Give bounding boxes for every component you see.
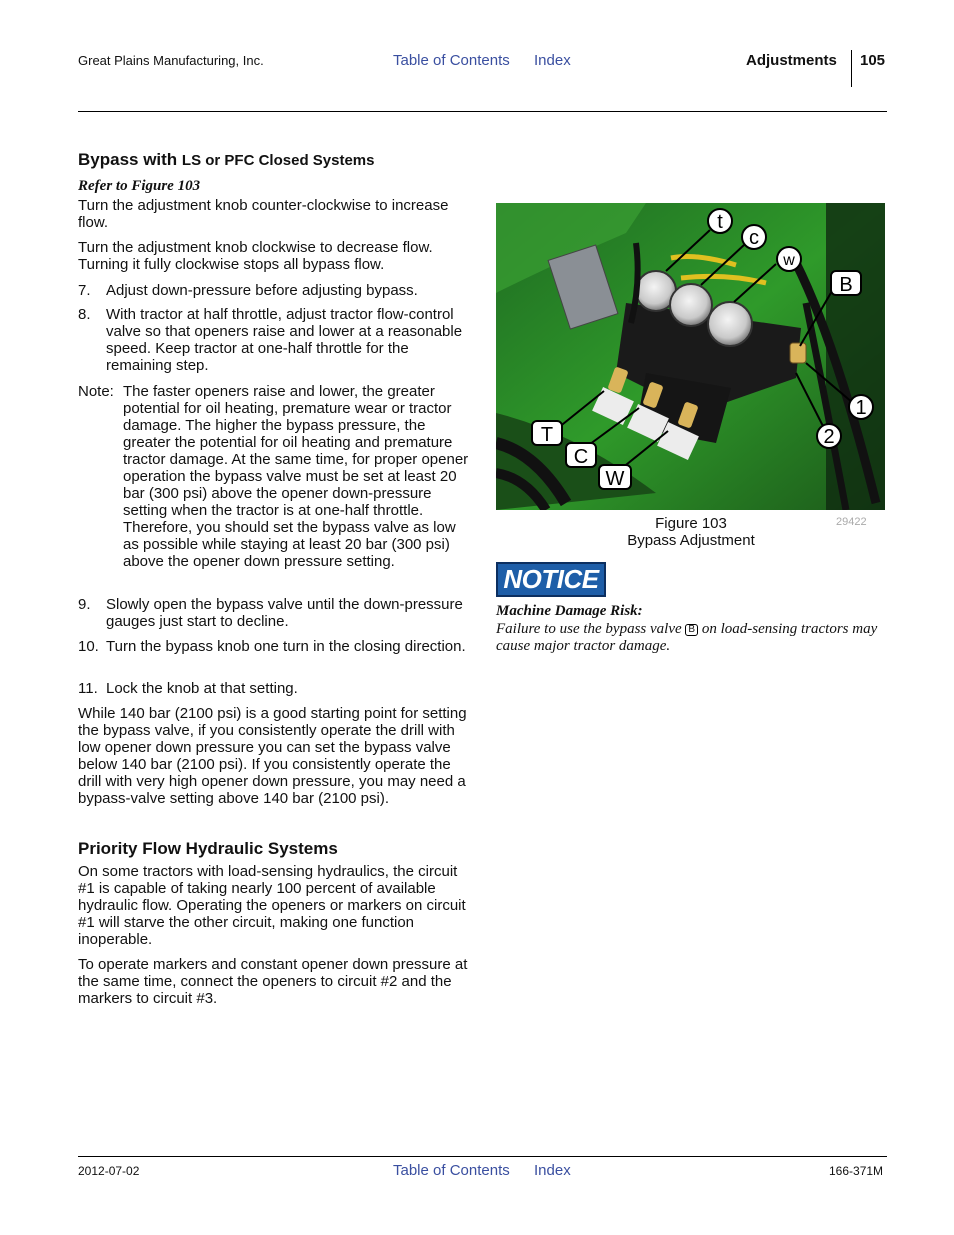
- callout-w: [777, 247, 801, 271]
- bypass-heading: Bypass with LS or PFC Closed Systems: [78, 150, 375, 169]
- step-note: Note: The faster openers raise and lower, the greater potential for oil heating, premature wear or tractor damage. The higher the bypass pressure, the greater the potential for oil heating and premature tractor damage. At the same time, for proper opener operation the bypass valve must be set at least 20 bar (300 psi) above the opener down-pressure setting when the tractor is at one-half throttle. Therefore, you should set the bypass valve as low as possible while staying at least 20 bar (300 psi) above the opener down pressure setting.: [78, 383, 469, 570]
- paragraph-decrease-flow: Turn the adjustment knob clockwise to decrease flow. Turning it fully clockwise stops all bypass flow.: [78, 239, 433, 273]
- svg-text:W: W: [605, 468, 625, 490]
- photo-id: 29422: [836, 516, 867, 528]
- callout-2: [817, 424, 841, 448]
- toc-link-top[interactable]: Table of Contents: [393, 52, 510, 69]
- document-number: 166-371M: [829, 1164, 884, 1178]
- figure-title: Bypass Adjustment: [627, 532, 755, 549]
- header-separator: [851, 50, 852, 87]
- notice-badge: NOTICE: [496, 562, 606, 597]
- svg-text:1: 1: [855, 397, 867, 419]
- paragraph-circuits: To operate markers and constant opener down pressure at the same time, connect the openers to circuit #2 and the markers to circuit #3.: [78, 956, 468, 1007]
- callout-T: [532, 421, 562, 446]
- step-11: 11. Lock the knob at that setting.: [78, 680, 298, 697]
- step-8: 8. With tractor at half throttle, adjust tractor flow-control valve so that openers raise and lower at a reasonable speed. Keep tractor at one-half throttle for the remaining step.: [78, 306, 463, 374]
- header-rule: [78, 111, 887, 112]
- svg-text:T: T: [540, 424, 554, 446]
- section-title: Adjustments: [746, 52, 837, 69]
- svg-text:w: w: [783, 252, 795, 269]
- step-10: 10. Turn the bypass knob one turn in the closing direction.: [78, 638, 466, 655]
- index-link-top[interactable]: Index: [534, 52, 571, 69]
- svg-text:C: C: [573, 446, 589, 468]
- company-name: Great Plains Manufacturing, Inc.: [78, 53, 264, 68]
- step-7: 7. Adjust down-pressure before adjusting bypass.: [78, 282, 418, 299]
- paragraph-increase-flow: Turn the adjustment knob counter-clockwise to increase flow.: [78, 197, 449, 231]
- svg-text:t: t: [717, 211, 723, 233]
- callout-W: [599, 465, 631, 490]
- toc-link-bottom[interactable]: Table of Contents: [393, 1162, 510, 1179]
- index-link-bottom[interactable]: Index: [534, 1162, 571, 1179]
- callout-B: [831, 271, 861, 296]
- priority-heading: Priority Flow Hydraulic Systems: [78, 839, 338, 858]
- paragraph-bypass-setting: While 140 bar (2100 psi) is a good starting point for setting the bypass valve, if you consistently operate the drill with low opener down pressure you can set the bypass valve below 140 bar (2100 psi). If you consistently operate the drill with very high opener down pressure, you may need a bypass-valve setting above 140 bar (2100 psi).: [78, 705, 467, 807]
- callout-1: [849, 395, 873, 419]
- page-number: 105: [860, 52, 886, 69]
- callout-t: [708, 209, 732, 233]
- bypass-adjustment-photo: [496, 203, 885, 510]
- callout-b-inline: B: [685, 624, 698, 636]
- svg-text:2: 2: [823, 426, 835, 448]
- paragraph-priority-flow: On some tractors with load-sensing hydraulics, the circuit #1 is capable of taking nearly 100 percent of available hydraulic flow. Operating the openers or markers on circuit #1 will starve the other circuit, making one function inoperable.: [78, 863, 466, 948]
- callout-C: [566, 443, 596, 468]
- footer-date: 2012-07-02: [78, 1164, 140, 1178]
- figure-caption: [596, 515, 786, 549]
- svg-text:B: B: [839, 274, 853, 296]
- callout-c: [742, 225, 766, 249]
- footer-rule: [78, 1156, 887, 1157]
- figure-number: Figure 103: [655, 515, 727, 532]
- figure-reference: Refer to Figure 103: [78, 178, 201, 194]
- notice-text: Failure to use the bypass valve B on load-sensing tractors may cause major tractor damage.: [496, 621, 878, 654]
- notice-title: Machine Damage Risk:: [496, 603, 643, 619]
- step-9: 9. Slowly open the bypass valve until the down-pressure gauges just start to decline.: [78, 596, 463, 630]
- svg-text:c: c: [749, 227, 759, 249]
